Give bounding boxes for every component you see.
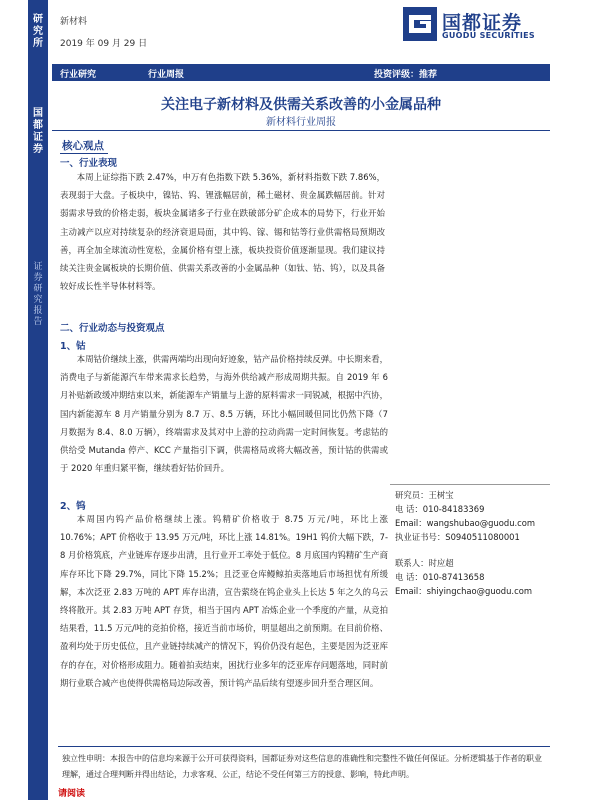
disclaimer-text: 独立性申明：本报告中的信息均来源于公开可获得资料，国都证券对这些信息的准确性和完整性不做任何保证。分析逻辑基于作者的职业理解，通过合理判断并得出结论，力求客观、公正，结论不受任何第三方的授意、影响，特此声明。: [62, 754, 542, 779]
logo-name-cn: 国都证券: [442, 12, 523, 34]
report-title: 关注电子新材料及供需关系改善的小金属品种: [161, 97, 441, 113]
report-type-bar: [52, 64, 550, 81]
section-heading-performance: 一、行业表现: [60, 158, 118, 169]
logo-name-en: GUODU SECURITIES: [442, 31, 535, 40]
company-logo: [402, 6, 552, 46]
report-category: 新材料: [60, 17, 88, 27]
sidebar-tab-institute: 研究所: [33, 14, 43, 49]
paragraph-performance: 本周上证综指下跌 2.47%，申万有色指数下跌 5.36%，新材料指数下跌 7.86%，表现弱于大盘。子板块中，镍钴、钨、锂涨幅居前，稀土磁材、贵金属跌幅居前。针对弱需求导致的价格走弱，板块金属诸多子行业在跌破部分矿企成本的局势下，行业开始主动减产以应对持续复杂的经济衰退局面，其中钨、镓、锡和钴等行业供需格局预期改善，再全加全球流动性宽松，金属价格有望上涨，板块投资价值逐渐显现。我们建议持续关注贵金属板块的长期价值、供需关系改善的小金属品种（如钛、钴、钨），以及具备较好成长性半导体材料等。: [60, 172, 385, 292]
report-date: 2019 年 09 月 29 日: [60, 39, 148, 49]
liaison-phone: 电 话：010-87413658: [395, 572, 485, 582]
footer-notice: 请阅读: [58, 789, 86, 799]
analyst-phone: 电 话：010-84183369: [395, 504, 485, 514]
liaison-email: Email：shiyingchao@guodu.com: [395, 586, 532, 596]
subsection-heading-tungsten: 2、钨: [60, 501, 86, 512]
report-subtitle: 新材料行业周报: [266, 117, 336, 128]
title-divider: [52, 130, 550, 131]
section-heading-dynamics: 二、行业动态与投资观点: [60, 323, 165, 334]
analyst-name: 研究员：王树宝: [395, 490, 454, 500]
core-view-heading: 核心观点: [60, 138, 108, 154]
paragraph-cobalt: 本周钴价继续上涨，供需两端均出现向好迹象，钴产品价格持续反弹。中长期来看，消费电子与新能源汽车带来需求长趋势，与海外供给减产形成周期共振。自 2019 年 6 月补贴新政缓冲期结束以来，新能源车产销量与上游的原料需求一同锐减，根据中汽协，国内新能源车 8 月产销量分别为 8.7 万、8.5 万辆，环比小幅回暖但同比仍然下降（7 月数据为 8.4、8.0 万辆），终端需求及其对中上游的拉动尚需一定时间恢复。考虑钴的供给受 Mutanda 停产、KCC 产量指引下调，供需格局或将大幅改善，预计钴的供需或于 2020 年重归紧平衡，继续看好钴价回升。: [60, 354, 388, 474]
liaison-name: 联系人：时应超: [395, 558, 454, 568]
subsection-heading-cobalt: 1、钴: [60, 341, 86, 352]
paragraph-tungsten: 本周国内钨产品价格继续上涨。钨精矿价格收于 8.75 万元/吨，环比上涨 10.76%；APT 价格收于 13.95 万元/吨，环比上涨 14.81%。19H1 钨价大幅下跌，7-8 月价格筑底，产业链库存逐步出清，且行业开工率处于低位。8 月底国内钨精矿生产商库存环比下降 29.7%，同比下降 15.2%；且泛亚仓库鳗鲸拍卖落地后市场担忧有所缓解，本次泛亚 2.83 万吨的 APT 库存出清，宣告萦绕在钨企业头上长达 5 年之久的乌云终将散开。其 2.83 万吨 APT 存货，相当于国内 APT 冶炼企业一个季度的产量，从竞拍结果看，11.5 万元/吨的竞拍价格，接近当前市场价，明显超出之前预期。在目前价格、盈利均处于历史低位，且产业链持续减产的情况下，钨价仍没有起色，主要是因为泛亚库存的存在，对价格形成阻力。随着拍卖结束，困扰行业多年的泛亚库存问题落地，同时前期行业联合减产也使得供需格局边际改善，预计钨产品后续有望逐步回升至合理区间。: [60, 514, 388, 688]
bar-report-type: 行业周报: [148, 70, 185, 80]
liaison-contact: [395, 556, 532, 598]
analyst-contact: [395, 488, 535, 544]
sidebar-tab-company: 国都证券: [33, 108, 43, 155]
sidebar-tab-report-type: 证券研究报告: [33, 262, 43, 327]
analyst-cert: 执业证书号：S0940511080001: [395, 532, 520, 542]
company-logo-icon: [402, 6, 438, 42]
bar-research-type: 行业研究: [60, 70, 97, 80]
bar-rating: 投资评级：推荐: [374, 70, 438, 80]
analyst-email: Email：wangshubao@guodu.com: [395, 518, 536, 528]
contact-divider: [390, 484, 550, 485]
